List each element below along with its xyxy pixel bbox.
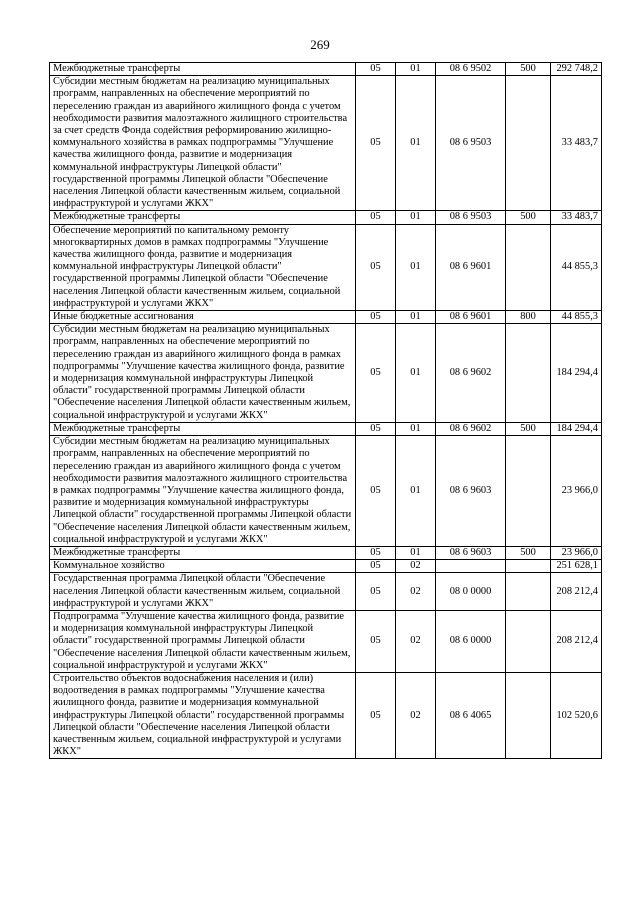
amount-cell: 44 855,3 [551,311,602,324]
amount-cell: 33 483,7 [551,211,602,224]
expense-type-code-cell [506,436,551,547]
subsection-code-cell: 01 [396,546,436,559]
expense-type-code-cell [506,224,551,310]
target-item-code-cell: 08 6 9503 [436,211,506,224]
subsection-code-cell: 01 [396,311,436,324]
row-name-cell: Субсидии местным бюджетам на реализацию муниципальных программ, направленных на обеспечение мероприятий по переселению граждан из аварийного жилищного фонда с учетом необходимости развития малоэтажного жилищного строительства за счет средств Фонда содействия реформированию жилищно-коммунального хозяйства в рамках подпрограммы "Улучшение качества жилищного фонда, развитие и модернизация коммунальной инфраструктуры Липецкой области" государственной программы Липецкой области "Обеспечение населения Липецкой области качественным жильем, социальной инфраструктурой и услугами ЖКХ" [50,76,356,211]
amount-cell: 44 855,3 [551,224,602,310]
subsection-code-cell: 01 [396,422,436,435]
expense-type-code-cell [506,324,551,423]
target-item-code-cell [436,560,506,573]
section-code-cell: 05 [356,422,396,435]
amount-cell: 23 966,0 [551,546,602,559]
table-row [50,436,602,547]
subsection-code-cell: 01 [396,211,436,224]
table-row [50,560,602,573]
expense-type-code-cell [506,672,551,758]
row-name-cell: Межбюджетные трансферты [50,546,356,559]
amount-cell: 23 966,0 [551,436,602,547]
expense-type-code-cell [506,573,551,611]
table-row [50,76,602,211]
row-name-cell: Иные бюджетные ассигнования [50,311,356,324]
page-number: 269 [310,37,330,52]
table-row [50,311,602,324]
row-name-cell: Строительство объектов водоснабжения населения и (или) водоотведения в рамках подпрограммы "Улучшение качества жилищного фонда, развитие и модернизация коммунальной инфраструктуры Липецкой области" государственной программы Липецкой области "Обеспечение населения Липецкой области качественным жильем, социальной инфраструктурой и услугами ЖКХ" [50,672,356,758]
table-row [50,672,602,758]
section-code-cell: 05 [356,436,396,547]
budget-table-body [50,63,602,759]
section-code-cell: 05 [356,573,396,611]
row-name-cell: Подпрограмма "Улучшение качества жилищного фонда, развитие и модернизация коммунальной инфраструктуры Липецкой области" государственной программы Липецкой области "Обеспечение населения Липецкой области качественным жильем, социальной инфраструктурой и услугами ЖКХ" [50,610,356,672]
section-code-cell: 05 [356,76,396,211]
row-name-cell: Обеспечение мероприятий по капитальному ремонту многоквартирных домов в рамках подпрограммы "Улучшение качества жилищного фонда, развитие и модернизация коммунальной инфраструктуры Липецкой области" государственной программы Липецкой области "Обеспечение населения Липецкой области качественным жильем, социальной инфраструктурой и услугами ЖКХ" [50,224,356,310]
target-item-code-cell: 08 6 4065 [436,672,506,758]
expense-type-code-cell: 500 [506,546,551,559]
amount-cell: 208 212,4 [551,610,602,672]
amount-cell: 102 520,6 [551,672,602,758]
target-item-code-cell: 08 6 0000 [436,610,506,672]
row-name-cell: Межбюджетные трансферты [50,211,356,224]
target-item-code-cell: 08 6 9602 [436,324,506,423]
table-row [50,63,602,76]
subsection-code-cell: 01 [396,63,436,76]
row-name-cell: Межбюджетные трансферты [50,422,356,435]
amount-cell: 184 294,4 [551,324,602,423]
target-item-code-cell: 08 6 9503 [436,76,506,211]
subsection-code-cell: 02 [396,573,436,611]
expense-type-code-cell [506,610,551,672]
expense-type-code-cell: 500 [506,63,551,76]
amount-cell: 33 483,7 [551,76,602,211]
table-row [50,573,602,611]
amount-cell: 251 628,1 [551,560,602,573]
row-name-cell: Государственная программа Липецкой области "Обеспечение населения Липецкой области качественным жильем, социальной инфраструктурой и услугами ЖКХ" [50,573,356,611]
target-item-code-cell: 08 6 9601 [436,311,506,324]
target-item-code-cell: 08 6 9502 [436,63,506,76]
table-row [50,422,602,435]
target-item-code-cell: 08 0 0000 [436,573,506,611]
table-row [50,211,602,224]
section-code-cell: 05 [356,324,396,423]
subsection-code-cell: 01 [396,224,436,310]
expense-type-code-cell: 800 [506,311,551,324]
expense-type-code-cell: 500 [506,211,551,224]
section-code-cell: 05 [356,224,396,310]
section-code-cell: 05 [356,211,396,224]
subsection-code-cell: 02 [396,560,436,573]
section-code-cell: 05 [356,560,396,573]
target-item-code-cell: 08 6 9601 [436,224,506,310]
section-code-cell: 05 [356,672,396,758]
table-row [50,546,602,559]
target-item-code-cell: 08 6 9602 [436,422,506,435]
subsection-code-cell: 02 [396,610,436,672]
amount-cell: 292 748,2 [551,63,602,76]
row-name-cell: Субсидии местным бюджетам на реализацию муниципальных программ, направленных на обеспечение мероприятий по переселению граждан из аварийного жилищного фонда с учетом необходимости развития малоэтажного жилищного строительства в рамках подпрограммы "Улучшение качества жилищного фонда, развитие и модернизация коммунальной инфраструктуры Липецкой области" государственной программы Липецкой области "Обеспечение населения Липецкой области качественным жильем, социальной инфраструктурой и услугами ЖКХ" [50,436,356,547]
target-item-code-cell: 08 6 9603 [436,546,506,559]
amount-cell: 208 212,4 [551,573,602,611]
amount-cell: 184 294,4 [551,422,602,435]
target-item-code-cell: 08 6 9603 [436,436,506,547]
section-code-cell: 05 [356,546,396,559]
section-code-cell: 05 [356,311,396,324]
row-name-cell: Коммунальное хозяйство [50,560,356,573]
expense-type-code-cell [506,560,551,573]
table-row [50,610,602,672]
budget-table [49,62,602,759]
subsection-code-cell: 01 [396,436,436,547]
section-code-cell: 05 [356,610,396,672]
subsection-code-cell: 02 [396,672,436,758]
section-code-cell: 05 [356,63,396,76]
subsection-code-cell: 01 [396,324,436,423]
row-name-cell: Субсидии местным бюджетам на реализацию муниципальных программ, направленных на обеспечение мероприятий по переселению граждан из аварийного жилищного фонда в рамках подпрограммы "Улучшение качества жилищного фонда, развитие и модернизация коммунальной инфраструктуры Липецкой области" государственной программы Липецкой области "Обеспечение населения Липецкой области качественным жильем, социальной инфраструктурой и услугами ЖКХ" [50,324,356,423]
expense-type-code-cell: 500 [506,422,551,435]
table-row [50,324,602,423]
expense-type-code-cell [506,76,551,211]
subsection-code-cell: 01 [396,76,436,211]
row-name-cell: Межбюджетные трансферты [50,63,356,76]
table-row [50,224,602,310]
